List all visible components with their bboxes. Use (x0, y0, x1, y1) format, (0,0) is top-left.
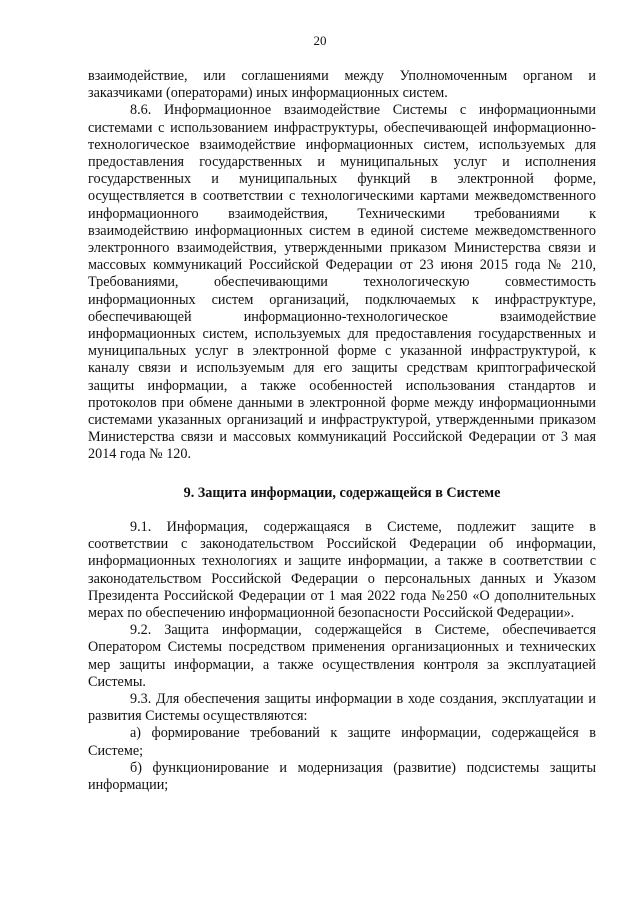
paragraph-9-2: 9.2. Защита информации, содержащейся в Системе, обеспечивается Оператором Системы посредством применения организационных и технических мер защиты информации, а также осуществления контроля за эксплуатацией Системы. (88, 622, 596, 690)
paragraph-9-3: 9.3. Для обеспечения защиты информации в ходе создания, эксплуатации и развития Системы осуществляются: (88, 691, 596, 725)
list-item-b: б) функционирование и модернизация (развитие) подсистемы защиты информации; (88, 759, 596, 794)
section-heading: 9. Защита информации, содержащейся в Системе (183, 485, 501, 501)
continuation-text-block (88, 68, 596, 464)
page-number: 20 (313, 33, 327, 48)
paragraph-continuation: взаимодействие, или соглашениями между Уполномоченным органом и заказчиками (операторами) иных информационных систем. (88, 68, 596, 102)
section-9-text-block (88, 519, 596, 794)
list-item-a: а) формирование требований к защите информации, содержащейся в Системе; (88, 725, 596, 759)
paragraph-8-6: 8.6. Информационное взаимодействие Системы с информационными системами с использованием инфраструктуры, обеспечивающей информационно-технологическое взаимодействие информационных систем, используемых для предоставления государственных и муниципальных услуг и исполнения государственных и муниципальных функций в электронной форме, осуществляется в соответствии с технологическими картами межведомственного информационного взаимодействия, Техническими требованиями к взаимодействию информационных систем в единой системе межведомственного электронного взаимодействия, утвержденными приказом Министерства связи и массовых коммуникаций Российской Федерации от 23 июня 2015 года № 210, Требованиями, обеспечивающими технологическую совместимость информационных систем организаций, подключаемых к инфраструктуре, обеспечивающей информационно-технологическое взаимодействие информационных систем, используемых для предоставления государственных и муниципальных услуг в электронной форме с указанной инфраструктурой, к каналу связи и используемым для его защиты средствам криптографической защиты информации, а также особенностей использования стандартов и протоколов при обмене данными в электронной форме между информационными системами указанных организаций и инфраструктурой, утвержденными приказом Министерства связи и массовых коммуникаций Российской Федерации от 3 мая 2014 года № 120. (88, 102, 596, 463)
paragraph-9-1: 9.1. Информация, содержащаяся в Системе, подлежит защите в соответствии с законодательством Российской Федерации об информации, информационных технологиях и защите информации, а также в соответствии с законодательством Российской Федерации о персональных данных и Указом Президента Российской Федерации от 1 мая 2022 года №250 «О дополнительных мерах по обеспечению информационной безопасности Российской Федерации». (88, 519, 596, 622)
